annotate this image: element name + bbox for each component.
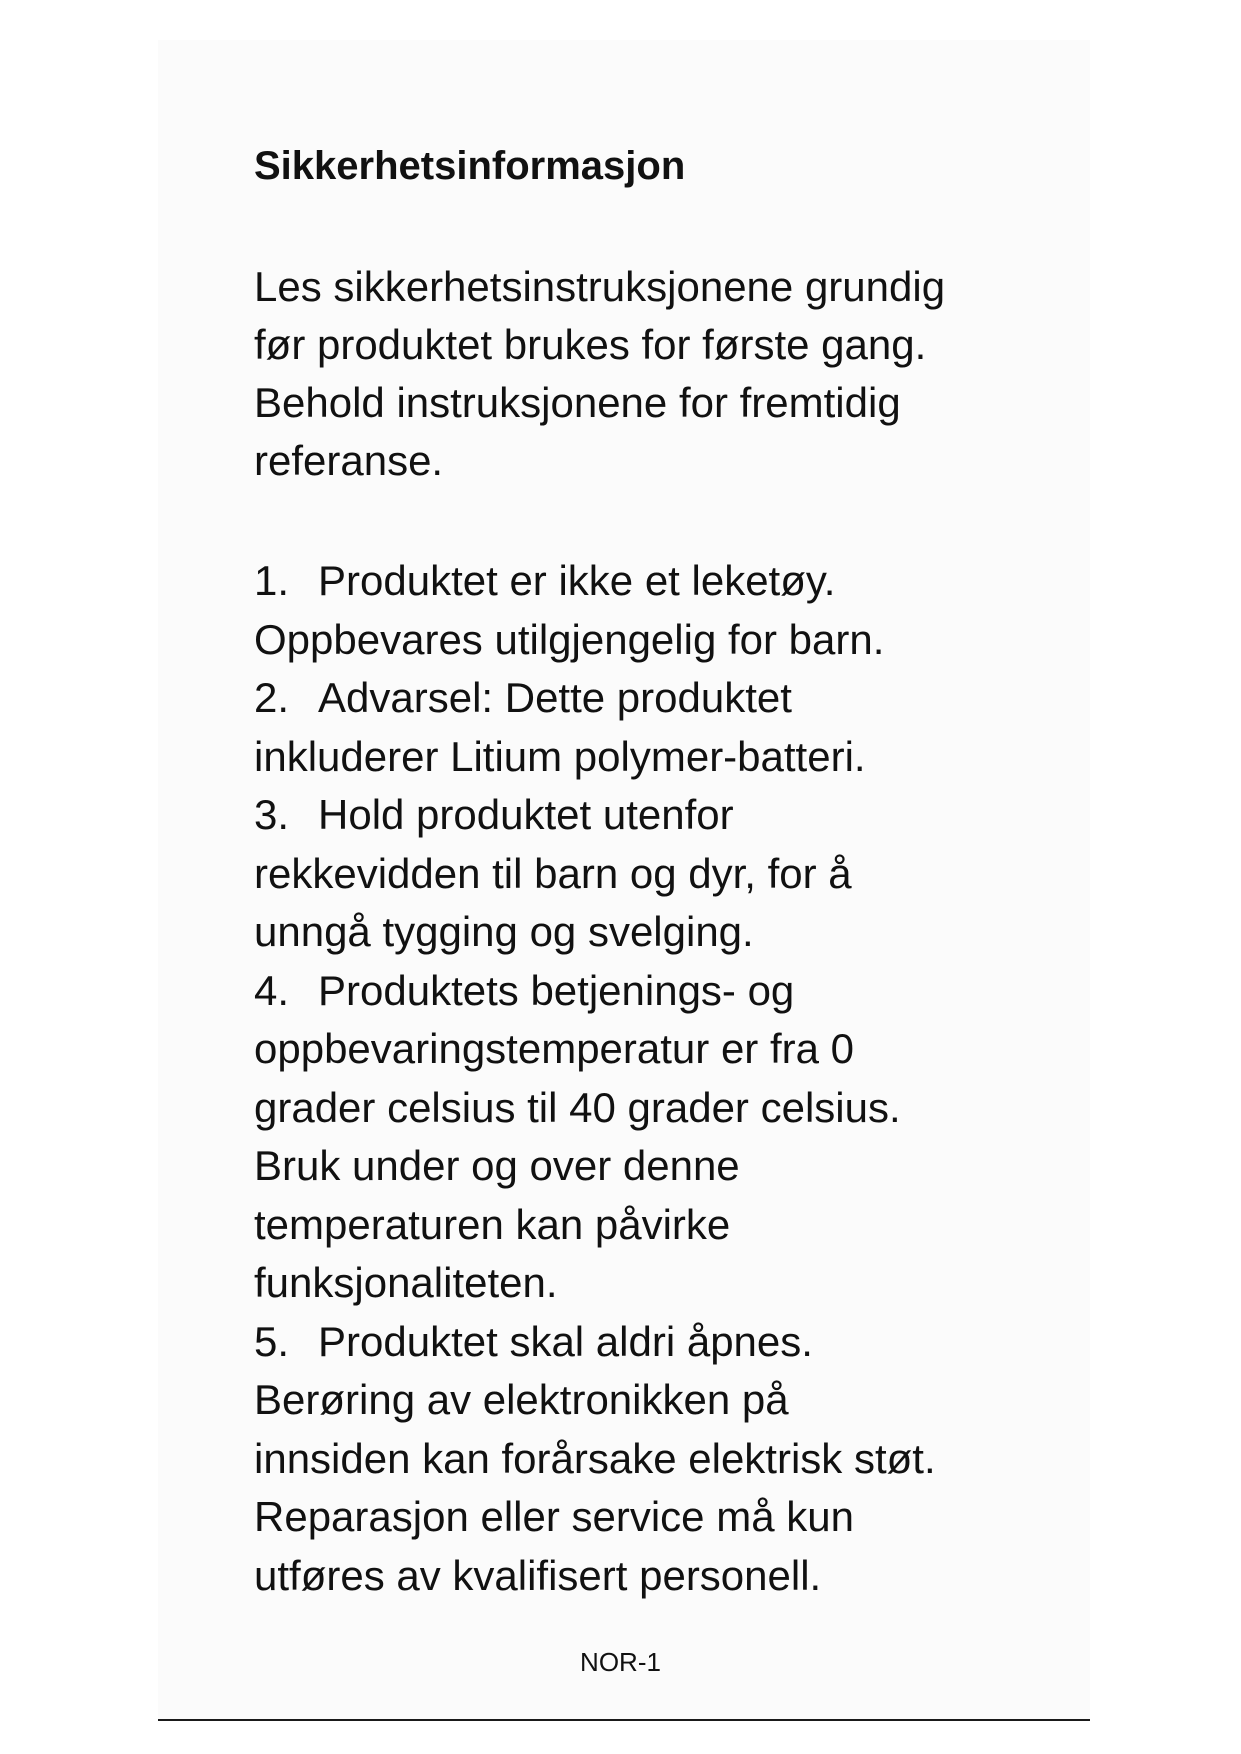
intro-line: referanse. xyxy=(254,437,444,484)
item-text: rekkevidden til barn og dyr, for å xyxy=(254,849,852,897)
item-text: Oppbevares utilgjengelig for barn. xyxy=(254,615,885,663)
intro-line: før produktet brukes for første gang. xyxy=(254,321,927,368)
page-title: Sikkerhetsinformasjon xyxy=(254,144,686,188)
page-number: NOR-1 xyxy=(580,1647,661,1677)
safety-item-4 xyxy=(254,962,1014,1313)
item-text: innsiden kan forårsake elektrisk støt. xyxy=(254,1434,936,1482)
item-number: 2. xyxy=(254,674,290,721)
item-text: Advarsel: Dette produktet xyxy=(318,674,792,721)
safety-item-3 xyxy=(254,786,1014,962)
footer-divider xyxy=(158,1719,1090,1721)
item-number: 1. xyxy=(254,557,290,604)
item-text: Produktet er ikke et leketøy. xyxy=(318,557,836,604)
intro-line: Les sikkerhetsinstruksjonene grundig xyxy=(254,263,946,310)
safety-list xyxy=(254,552,1014,1605)
item-number: 4. xyxy=(254,966,290,1014)
item-text: utføres av kvalifisert personell. xyxy=(254,1551,822,1599)
item-text: unngå tygging og svelging. xyxy=(254,908,754,955)
item-text: Bruk under og over denne xyxy=(254,1142,740,1189)
item-text: grader celsius til 40 grader celsius. xyxy=(254,1083,901,1131)
safety-item-2 xyxy=(254,669,1014,786)
item-text: funksjonaliteten. xyxy=(254,1259,558,1306)
item-text: Hold produktet utenfor xyxy=(318,791,734,838)
item-text: Reparasjon eller service må kun xyxy=(254,1493,854,1540)
item-text: temperaturen kan påvirke xyxy=(254,1200,731,1248)
intro-line: Behold instruksjonene for fremtidig xyxy=(254,379,901,426)
item-text: oppbevaringstemperatur er fra 0 xyxy=(254,1025,854,1072)
intro-paragraph xyxy=(254,258,1014,490)
item-text: inkluderer Litium polymer-batteri. xyxy=(254,732,866,780)
item-text: Produktets betjenings- og xyxy=(318,966,795,1014)
item-text: Berøring av elektronikken på xyxy=(254,1376,789,1423)
safety-item-5 xyxy=(254,1313,1014,1606)
safety-item-1 xyxy=(254,552,1014,669)
item-number: 3. xyxy=(254,791,290,838)
item-number: 5. xyxy=(254,1317,290,1365)
item-text: Produktet skal aldri åpnes. xyxy=(318,1317,813,1365)
